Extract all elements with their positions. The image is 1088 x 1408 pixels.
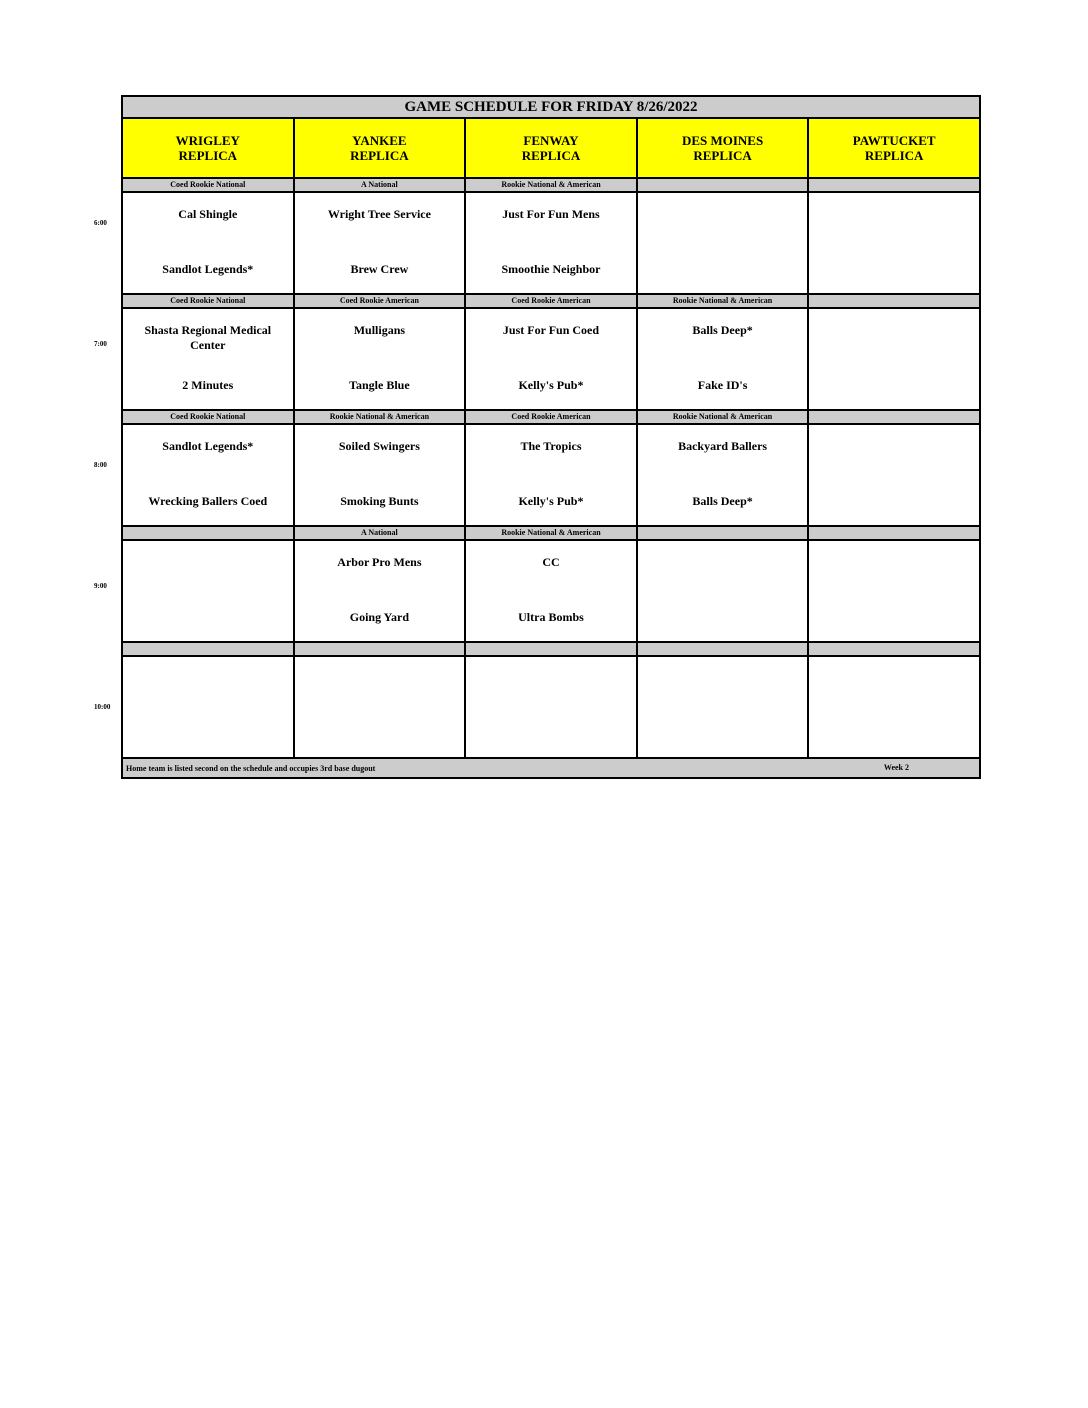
field-type: REPLICA: [864, 148, 924, 163]
division-label: [637, 178, 809, 192]
game-cell: [122, 308, 294, 410]
schedule-title: GAME SCHEDULE FOR FRIDAY 8/26/2022: [122, 96, 980, 118]
game-cell: [294, 192, 466, 294]
week-label: Week 2: [883, 763, 909, 772]
away-team: Mulligans: [353, 323, 406, 337]
division-label: [808, 294, 980, 308]
home-team: Tangle Blue: [349, 378, 410, 392]
game-row: [122, 192, 980, 294]
game-row: [122, 656, 980, 758]
home-team: Kelly's Pub*: [518, 378, 584, 392]
away-team: Just For Fun Coed: [502, 323, 600, 337]
game-cell: [122, 656, 294, 758]
division-label: [637, 642, 809, 656]
home-team: Fake ID's: [697, 378, 748, 392]
division-label: A National: [294, 526, 466, 540]
division-label: [808, 526, 980, 540]
game-cell: [808, 424, 980, 526]
division-label: [808, 178, 980, 192]
division-label: [637, 526, 809, 540]
away-team: Arbor Pro Mens: [337, 555, 422, 569]
division-label: A National: [294, 178, 466, 192]
home-team: Smoothie Neighbor: [501, 262, 601, 276]
home-team: Wrecking Ballers Coed: [148, 494, 268, 508]
field-name: WRIGLEY: [175, 133, 240, 148]
division-label: Coed Rookie National: [122, 178, 294, 192]
division-label: [465, 642, 637, 656]
game-cell: [294, 308, 466, 410]
division-label: Coed Rookie American: [465, 410, 637, 424]
game-cell: [122, 192, 294, 294]
time-label: 6:00: [94, 219, 107, 227]
game-cell: [808, 540, 980, 642]
game-cell: [465, 424, 637, 526]
game-cell: [808, 192, 980, 294]
game-cell: [122, 424, 294, 526]
field-header: [808, 118, 980, 178]
game-cell: [465, 192, 637, 294]
field-header-row: [122, 118, 980, 178]
away-team: Cal Shingle: [178, 207, 238, 221]
time-label: 8:00: [94, 461, 107, 469]
field-name: YANKEE: [352, 133, 407, 148]
game-row: [122, 540, 980, 642]
field-header: [294, 118, 466, 178]
game-cell: [808, 656, 980, 758]
away-team: Backyard Ballers: [678, 439, 768, 453]
field-header: [637, 118, 809, 178]
field-header: [465, 118, 637, 178]
game-cell: [637, 424, 809, 526]
division-row: [122, 642, 980, 656]
division-label: [122, 526, 294, 540]
field-type: REPLICA: [350, 148, 409, 163]
game-cell: [637, 656, 809, 758]
time-label: 7:00: [94, 340, 107, 348]
away-team: CC: [542, 555, 560, 569]
division-label: Coed Rookie National: [122, 294, 294, 308]
game-cell: [294, 656, 466, 758]
game-cell: [465, 656, 637, 758]
schedule-table: [121, 95, 981, 779]
home-team: Ultra Bombs: [518, 610, 584, 624]
field-name: DES MOINES: [681, 133, 764, 148]
game-cell: [122, 540, 294, 642]
game-cell: [294, 424, 466, 526]
field-type: REPLICA: [521, 148, 581, 163]
home-team: Going Yard: [349, 610, 409, 624]
home-team: 2 Minutes: [182, 378, 234, 392]
game-cell: [294, 540, 466, 642]
home-team: Smoking Bunts: [340, 494, 419, 508]
game-cell: [637, 192, 809, 294]
home-team: Brew Crew: [350, 262, 409, 276]
field-header: [122, 118, 294, 178]
game-cell: [808, 308, 980, 410]
game-cell: [465, 540, 637, 642]
footer-row: [122, 758, 980, 778]
game-row: [122, 308, 980, 410]
game-cell: [637, 308, 809, 410]
home-team-note: Home team is listed second on the schedule and occupies 3rd base dugout: [126, 763, 376, 773]
away-team: Balls Deep*: [692, 323, 753, 337]
away-team: Wright Tree Service: [327, 207, 431, 221]
division-label: Rookie National & American: [637, 410, 809, 424]
division-row: [122, 294, 980, 308]
away-team: Just For Fun Mens: [502, 207, 600, 221]
game-row: [122, 424, 980, 526]
home-team: Kelly's Pub*: [518, 494, 584, 508]
division-label: Coed Rookie American: [465, 294, 637, 308]
field-type: REPLICA: [693, 148, 752, 163]
division-row: [122, 178, 980, 192]
time-label: 10:00: [94, 703, 111, 711]
field-name: FENWAY: [523, 133, 579, 148]
away-team: Shasta Regional Medical Center: [144, 323, 272, 352]
away-team: Sandlot Legends*: [162, 439, 254, 453]
home-team: Balls Deep*: [692, 494, 753, 508]
division-label: [122, 642, 294, 656]
footer-cell: [122, 758, 980, 778]
division-label: [808, 642, 980, 656]
division-label: [294, 642, 466, 656]
home-team: Sandlot Legends*: [162, 262, 254, 276]
division-label: Coed Rookie National: [122, 410, 294, 424]
field-type: REPLICA: [178, 148, 238, 163]
division-label: Rookie National & American: [294, 410, 466, 424]
game-cell: [465, 308, 637, 410]
division-label: [808, 410, 980, 424]
time-label: 9:00: [94, 582, 107, 590]
game-cell: [637, 540, 809, 642]
division-label: Coed Rookie American: [294, 294, 466, 308]
away-team: Soiled Swingers: [338, 439, 420, 453]
away-team: The Tropics: [520, 439, 582, 453]
division-row: [122, 526, 980, 540]
division-label: Rookie National & American: [637, 294, 809, 308]
division-label: Rookie National & American: [465, 178, 637, 192]
field-name: PAWTUCKET: [852, 133, 936, 148]
division-row: [122, 410, 980, 424]
division-label: Rookie National & American: [465, 526, 637, 540]
